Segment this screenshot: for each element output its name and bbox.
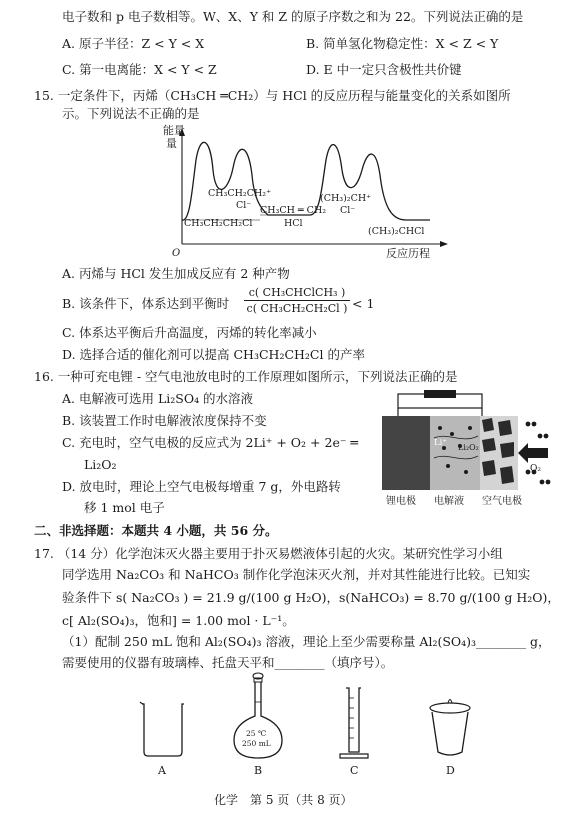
q15-option-b-fraction [244,286,350,315]
q16-option-b: B. 该装置工作时电解液浓度保持不变 [62,413,267,428]
q16-option-a: A. 电解液可选用 Li₂SO₄ 的水溶液 [62,391,254,406]
ion-dot [468,426,472,430]
energy-profile-diagram [160,120,460,260]
porous-block-3 [482,438,496,452]
o2-molecule [538,434,543,439]
axis-label-energy-2: 量 [166,137,177,150]
species-hcl: HCl [284,218,303,229]
species-cl-anion-2: Cl⁻ [340,205,356,216]
graduated-cylinder-icon [340,688,368,758]
ion-dot [464,470,468,474]
q15-option-d: D. 选择合适的催化剂可以提高 CH₃CH₂CH₂Cl 的产率 [62,347,365,362]
label-lithium-electrode: 锂电极 [386,496,416,507]
ion-dot [450,432,454,436]
apparatus-options [120,668,500,780]
q15-option-b-prefix: B. 该条件下，体系达到平衡时 [62,296,230,311]
q16-option-c-line1: C. 充电时，空气电极的反应式为 2Li⁺ + O₂ + 2e⁻ ═ [62,435,358,450]
x-axis-arrow-icon [440,241,448,247]
q15-stem-line2: 示。下列说法不正确的是 [62,106,200,121]
option-label-a: A [158,764,166,777]
species-propene: CH₃CH ═ CH₂ [260,205,327,216]
label-electrolyte: 电解液 [434,496,464,507]
option-label-c: C [350,764,359,777]
q16-option-d-line1: D. 放电时，理论上空气电极每增重 7 g，外电路转 [62,479,341,494]
o2-label: O₂ [530,464,541,474]
q17-line4: c[ Al₂(SO₄)₃，饱和] = 1.00 mol · L⁻¹。 [62,613,295,628]
species-ch3ch2ch2-cation: CH₃CH₂CH₂⁺ [208,188,272,199]
axis-label-energy-1: 能量 [163,124,185,137]
label-air-electrode: 空气电极 [482,496,522,507]
o2-molecule [532,422,537,427]
ion-dot [438,426,442,430]
o2-inflow-arrow-icon [518,443,548,463]
q16-option-d-line2: 移 1 mol 电子 [84,500,165,515]
lithium-electrode [382,416,430,490]
q17-line1: 17. （14 分）化学泡沫灭火器主要用于扑灭易燃液体引起的火灾。某研究性学习小组 [34,546,503,561]
q16-stem: 16. 一种可充电锂 - 空气电池放电时的工作原理如图所示，下列说法正确的是 [34,369,458,384]
species-isopropyl-chloride: (CH₃)₂CHCl [368,226,425,237]
li-ion-label: Li⁺ [434,438,447,448]
fraction-denominator: c( CH₃CH₂CH₂Cl ) [246,302,348,315]
q17-line3: 验条件下 s( Na₂CO₃ ) = 21.9 g/(100 g H₂O)，s(NaHCO₃) = 8.70 g/(100 g H₂O)， [62,590,560,605]
species-cl-anion-1: Cl⁻ [236,200,252,211]
crucible-icon [430,700,470,756]
axis-label-reaction-path: 反应历程 [386,247,430,260]
origin-label: O [172,248,181,259]
q14-option-b: B. 简单氢化物稳定性：X < Z < Y [306,36,499,51]
porous-block-6 [500,466,514,484]
q14-option-a: A. 原子半径：Z < Y < X [62,36,205,51]
q17-line2: 同学选用 Na₂CO₃ 和 NaHCO₃ 制作化学泡沫灭火剂，并对其性能进行比较。已知实 [62,567,531,582]
flask-volume: 250 mL [242,739,271,748]
fraction-numerator: c( CH₃CHClCH₃ ) [244,286,350,301]
option-label-b: B [254,764,263,777]
page-footer: 化学 第 5 页（共 8 页） [214,793,353,807]
porous-block-1 [482,418,494,432]
li2o2-label: Li₂O₂ [458,443,479,452]
o2-molecule [526,422,531,427]
q15-stem-line1: 15. 一定条件下，丙烯（CH₃CH ═CH₂）与 HCl 的反应历程与能量变化的关系如图所 [34,88,511,103]
q17-line5: （1）配制 250 mL 饱和 Al₂(SO₄)₃ 溶液，理论上至少需要称量 Al₂(SO₄)₃________ g， [62,634,551,649]
porous-block-5 [482,460,496,476]
ion-dot [446,464,450,468]
species-isopropyl-cation: (CH₃)₂CH⁺ [320,193,372,204]
q14-option-c: C. 第一电离能：X < Y < Z [62,62,217,77]
q15-option-a: A. 丙烯与 HCl 发生加成反应有 2 种产物 [62,266,290,281]
species-ch3ch2ch2cl: CH₃CH₂CH₂Cl [184,218,253,229]
q17-line6: 需要使用的仪器有玻璃棒、托盘天平和________（填序号）。 [62,655,394,670]
o2-molecule [544,434,549,439]
q15-option-c: C. 体系达平衡后升高温度，丙烯的转化率减小 [62,325,317,340]
q16-option-c-line2: Li₂O₂ [84,457,117,472]
li-air-battery-diagram [378,388,558,508]
o2-molecule [540,480,545,485]
electrolyte-region [430,416,480,490]
beaker-icon [140,702,184,756]
q14-stem-continuation: 电子数和 p 电子数相等。W、X、Y 和 Z 的原子序数之和为 22。下列说法正确的是 [62,9,524,24]
porous-block-2 [498,420,512,436]
section-heading: 二、非选择题：本题共 4 小题，共 56 分。 [34,523,278,538]
option-label-d: D [446,764,455,777]
porous-block-4 [500,442,514,458]
flask-temperature: 25 ℃ [246,729,267,738]
q14-option-d: D. E 中一定只含极性共价键 [306,62,462,77]
q15-option-b-suffix: < 1 [352,296,375,311]
o2-molecule [546,480,551,485]
load-resistor [424,390,456,398]
